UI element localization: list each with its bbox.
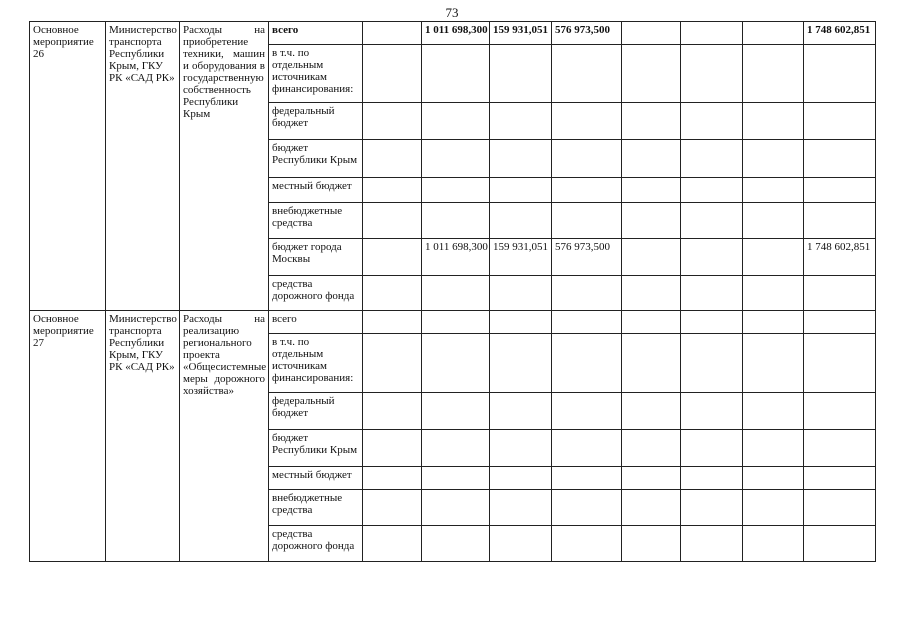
amount-cell [552,103,622,140]
amount-cell [743,490,804,526]
amount-cell [681,526,743,562]
amount-cell [743,393,804,430]
amount-cell [363,203,422,239]
amount-cell [363,140,422,178]
amount-cell [422,45,490,103]
amount-cell [743,239,804,276]
amount-cell [743,103,804,140]
amount-cell [681,103,743,140]
amount-cell [743,526,804,562]
amount-cell [552,203,622,239]
funding-source-cell: внебюджетные средства [269,203,363,239]
amount-cell [422,490,490,526]
amount-cell [681,393,743,430]
description-cell: Расходы на приобретение техники, машин и оборудования в государственную собственность Республики Крым [180,22,269,311]
amount-cell [681,140,743,178]
funding-source-cell: всего [269,22,363,45]
amount-cell [804,103,876,140]
amount-cell [681,22,743,45]
amount-cell [422,430,490,467]
amount-cell [363,430,422,467]
amount-cell [422,203,490,239]
amount-cell [422,103,490,140]
amount-cell: 1 011 698,300 [422,239,490,276]
amount-cell [363,22,422,45]
amount-cell [422,334,490,393]
amount-cell [681,334,743,393]
amount-cell: 1 748 602,851 [804,239,876,276]
amount-cell [622,22,681,45]
funding-source-cell: местный бюджет [269,467,363,490]
amount-cell [622,490,681,526]
amount-cell [552,45,622,103]
amount-cell [622,334,681,393]
amount-cell [552,393,622,430]
amount-cell [422,311,490,334]
amount-cell [552,178,622,203]
amount-cell [363,490,422,526]
amount-cell [490,467,552,490]
amount-cell [743,178,804,203]
funding-source-cell: бюджет Республики Крым [269,430,363,467]
amount-cell [804,311,876,334]
amount-cell [363,311,422,334]
amount-cell [552,140,622,178]
amount-cell [363,178,422,203]
amount-cell [681,311,743,334]
amount-cell [622,526,681,562]
funding-source-cell: в т.ч. по отдельным источникам финансирования: [269,45,363,103]
amount-cell [681,490,743,526]
funding-source-cell: в т.ч. по отдельным источникам финансирования: [269,334,363,393]
amount-cell [622,393,681,430]
amount-cell [490,393,552,430]
amount-cell [622,178,681,203]
amount-cell [804,467,876,490]
amount-cell [622,103,681,140]
description-cell: Расходы на реализацию регионального проекта «Общесистемные меры дорожного хозяйства» [180,311,269,562]
executor-cell: Министерство транспорта Республики Крым, ГКУ РК «САД РК» [106,311,180,562]
amount-cell [743,22,804,45]
amount-cell: 576 973,500 [552,22,622,45]
amount-cell [681,203,743,239]
amount-cell [622,430,681,467]
amount-cell [681,467,743,490]
amount-cell [490,526,552,562]
funding-source-cell: средства дорожного фонда [269,526,363,562]
amount-cell: 576 973,500 [552,239,622,276]
amount-cell [743,430,804,467]
amount-cell [681,239,743,276]
amount-cell [622,239,681,276]
amount-cell [804,276,876,311]
funding-source-cell: бюджет Республики Крым [269,140,363,178]
amount-cell [804,140,876,178]
funding-source-cell: бюджет города Москвы [269,239,363,276]
amount-cell [422,526,490,562]
amount-cell [622,203,681,239]
amount-cell [804,526,876,562]
amount-cell [622,276,681,311]
funding-source-cell: средства дорожного фонда [269,276,363,311]
amount-cell [552,276,622,311]
amount-cell [622,311,681,334]
amount-cell [743,203,804,239]
amount-cell [490,490,552,526]
amount-cell [363,239,422,276]
amount-cell [743,140,804,178]
activity-cell: Основное мероприятие 27 [30,311,106,562]
funding-source-cell: внебюджетные средства [269,490,363,526]
amount-cell [743,334,804,393]
amount-cell [363,45,422,103]
amount-cell [804,203,876,239]
amount-cell [681,430,743,467]
amount-cell [743,276,804,311]
amount-cell [490,45,552,103]
financing-table [29,21,876,562]
amount-cell: 159 931,051 [490,22,552,45]
amount-cell [490,334,552,393]
amount-cell [743,467,804,490]
amount-cell [804,334,876,393]
amount-cell [552,430,622,467]
amount-cell [622,45,681,103]
amount-cell [363,334,422,393]
amount-cell [363,276,422,311]
amount-cell [363,103,422,140]
amount-cell [422,467,490,490]
amount-cell [422,140,490,178]
amount-cell [490,276,552,311]
amount-cell [743,45,804,103]
amount-cell [363,467,422,490]
amount-cell [622,140,681,178]
amount-cell [422,178,490,203]
executor-cell: Министерство транспорта Республики Крым, ГКУ РК «САД РК» [106,22,180,311]
amount-cell [490,430,552,467]
amount-cell [422,393,490,430]
amount-cell [363,393,422,430]
amount-cell [804,178,876,203]
amount-cell: 159 931,051 [490,239,552,276]
amount-cell [743,311,804,334]
amount-cell [552,311,622,334]
amount-cell: 1 748 602,851 [804,22,876,45]
amount-cell: 1 011 698,300 [422,22,490,45]
amount-cell [804,490,876,526]
funding-source-cell: местный бюджет [269,178,363,203]
table-row [30,311,876,334]
funding-source-cell: федеральный бюджет [269,393,363,430]
amount-cell [804,45,876,103]
amount-cell [804,393,876,430]
amount-cell [681,45,743,103]
amount-cell [490,178,552,203]
amount-cell [490,103,552,140]
amount-cell [363,526,422,562]
amount-cell [552,334,622,393]
amount-cell [490,203,552,239]
funding-source-cell: всего [269,311,363,334]
amount-cell [681,276,743,311]
amount-cell [622,467,681,490]
amount-cell [552,526,622,562]
amount-cell [681,178,743,203]
amount-cell [490,140,552,178]
amount-cell [804,430,876,467]
amount-cell [422,276,490,311]
amount-cell [490,311,552,334]
funding-source-cell: федеральный бюджет [269,103,363,140]
table-row [30,22,876,45]
amount-cell [552,490,622,526]
amount-cell [552,467,622,490]
page-number: 73 [445,5,459,20]
activity-cell: Основное мероприятие 26 [30,22,106,311]
